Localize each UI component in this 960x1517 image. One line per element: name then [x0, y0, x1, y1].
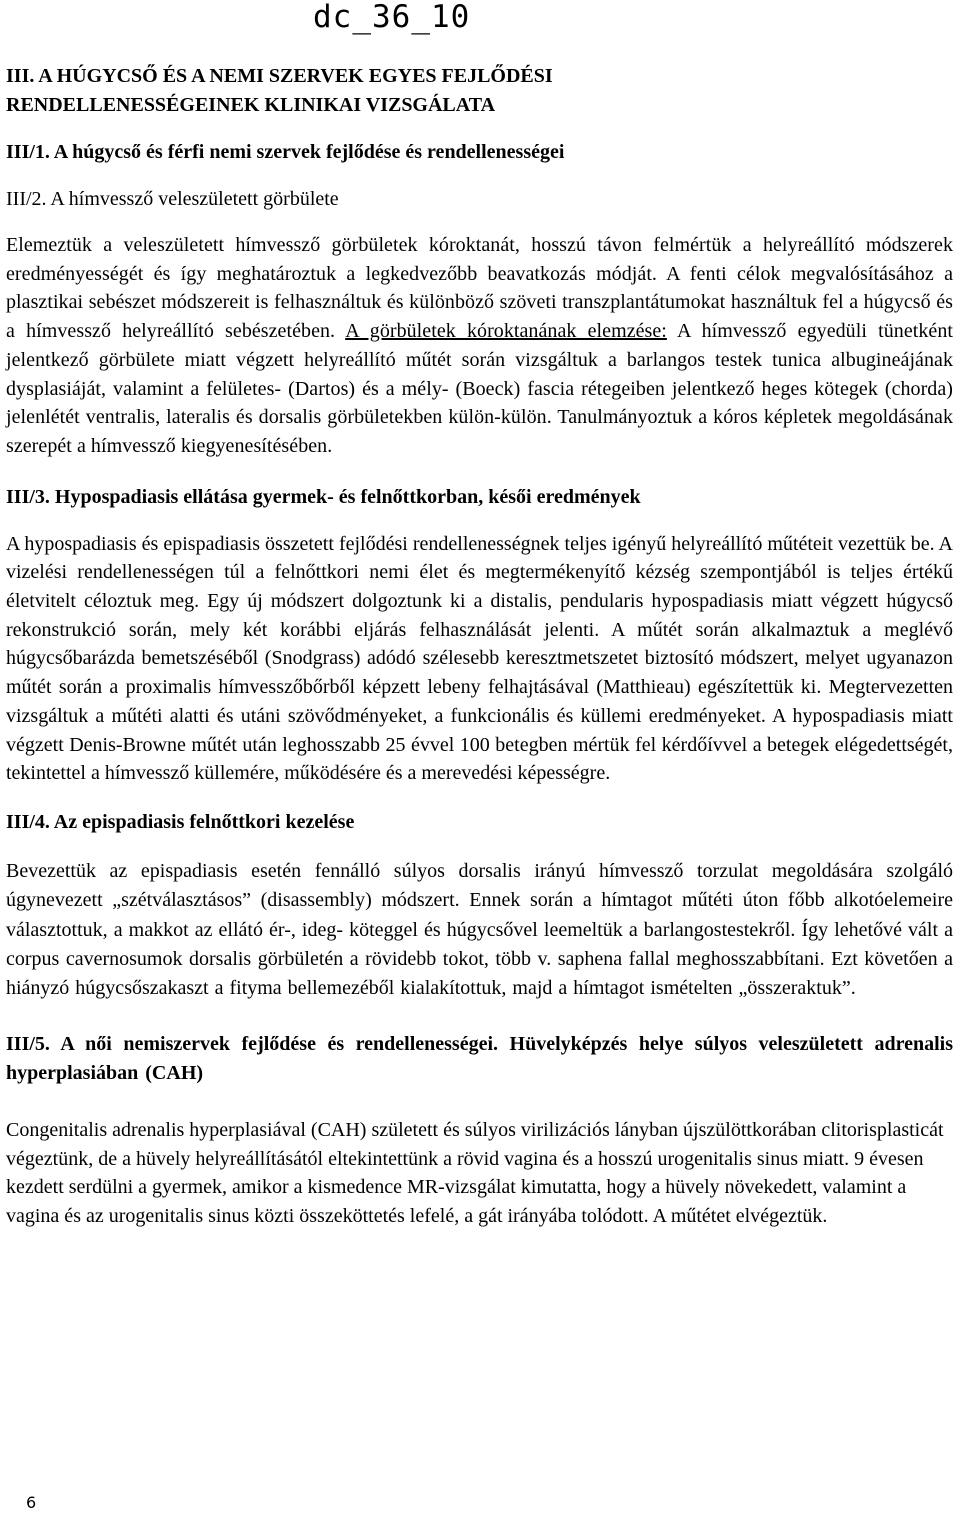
- section-3-2-title: III/2. A hímvessző veleszületett görbülete: [6, 188, 339, 210]
- section-3-5-title: III/5. A női nemiszervek fejlődése és rendellenességei. Hüvelyképzés helye súlyos veleszületett adrenalis hyperplasiában (CAH): [6, 1033, 953, 1085]
- document-body: [6, 62, 953, 1230]
- section-3-3-title: III/3. Hypospadiasis ellátása gyermek- és felnőttkorban, késői eredmények: [6, 485, 641, 508]
- section-3-1-title: III/1. A húgycső és férfi nemi szervek fejlődése és rendellenességei: [6, 141, 565, 163]
- section-3-3-paragraph: A hypospadiasis és epispadiasis összetett fejlődési rendellenességnek teljes igényű helyreállító műtéteit vezettük be. A vizelési rendellenességen túl a felnőttkori nemi élet és megtermékenyítő kézség szempontjából is teljes értékű életvitelt céloztuk meg. Egy új módszert dolgoztunk ki a distalis, pendularis hypospadiasis miatt végzett húgycső rekonstrukció során, mely két korábbi eljárás felhasználását jelenti. A műtét során alkalmaztuk a meglévő húgycsőbarázda bemetszéséből (Snodgrass) adódó szélesebb keresztmetszetet biztosító módszert, melyet ugyanazon műtét során a proximalis hímvesszőbőrből képzett lebeny felhajtásával (Matthieau) egészítettük ki. Megtervezetten vizsgáltuk a műtéti alatti és utáni szövődményeket, a funkcionális és küllemi eredményeket. A hypospadiasis miatt végzett Denis-Browne műtét után leghosszabb 25 évvel 100 betegben mértük fel kérdőívvel a betegek elégedettségét, tekintettel a hímvessző küllemére, működésére és a merevedési képességre.: [6, 532, 953, 785]
- document-id: dc_36_10: [313, 0, 471, 35]
- section-3-5-paragraph: Congenitalis adrenalis hyperplasiával (CAH) született és súlyos virilizációs lányban újszülöttkorában clitorisplasticát végeztünk, de a hüvely helyreállításától eltekintettünk a rövid vagina és a hosszú urogenitalis sinus miatt. 9 évesen kezdett serdülni a gyermek, amikor a kismedence MR-vizsgálat kimutatta, hogy a hüvely növekedett, valamint a vagina és az urogenitalis sinus közti összeköttetés lefelé, a gát irányába tolódott. A műtétet elvégeztük.: [6, 1119, 944, 1227]
- section-3-title: III. A HÚGYCSŐ ÉS A NEMI SZERVEK EGYES FEJLŐDÉSI RENDELLENESSÉGEINEK KLINIKAI VIZSGÁLATA: [6, 65, 553, 116]
- section-3-2-paragraph: [6, 231, 953, 461]
- etiology-analysis-label: A görbületek kóroktanának elemzése:: [345, 320, 667, 343]
- section-3-2-text-a: Elemeztük a veleszületett hímvessző görbületek kóroktanát, hosszú távon felmértük a helyreállító módszerek eredményességét és így meghatároztuk a legkedvezőbb beavatkozás módját. A fenti célok megvalósításához a plasztikai sebészet módszereit is felhasználtuk és különböző szöveti transzplantátumokat használtuk fel a húgycső és a hímvessző helyreállító sebészetében.: [6, 234, 953, 343]
- section-3-2-text-b: A hímvessző egyedüli tünetként jelentkező görbülete miatt végzett helyreállító műtét során vizsgáltuk a barlangos testek tunica albugineájának dysplasiáját, valamint a felületes- (Dartos) és a mély- (Boeck) fascia rétegeiben jelentkező heges kötegek (chorda) jelenlétét ventralis, lateralis és dorsalis görbületekben külön-külön. Tanulmányoztuk a kóros képletek megoldásának szerepét a hímvessző kiegyenesítésében.: [6, 320, 953, 457]
- section-3-4-title: III/4. Az epispadiasis felnőttkori kezelése: [6, 810, 355, 833]
- page-number: 6: [26, 1493, 37, 1512]
- section-3-4-paragraph: Bevezettük az epispadiasis esetén fennálló súlyos dorsalis irányú hímvessző torzulat megoldására szolgáló úgynevezett „szétválasztásos” (disassembly) módszert. Ennek során a hímtagot műtéti úton főbb alkotóelemeire választottuk, a makkot az ellátó ér-, ideg- köteggel és húgycsővel leemeltük a barlangostestekről. Így lehetővé vált a corpus cavernosumok dorsalis görbületén a rövidebb tokot, több v. saphena fallal meghosszabbítani. Ezt követően a hiányzó húgycsőszakaszt a fityma bellemezéből kialakítottuk, majd a hímtagot ismételten „összeraktuk”.: [6, 859, 953, 1000]
